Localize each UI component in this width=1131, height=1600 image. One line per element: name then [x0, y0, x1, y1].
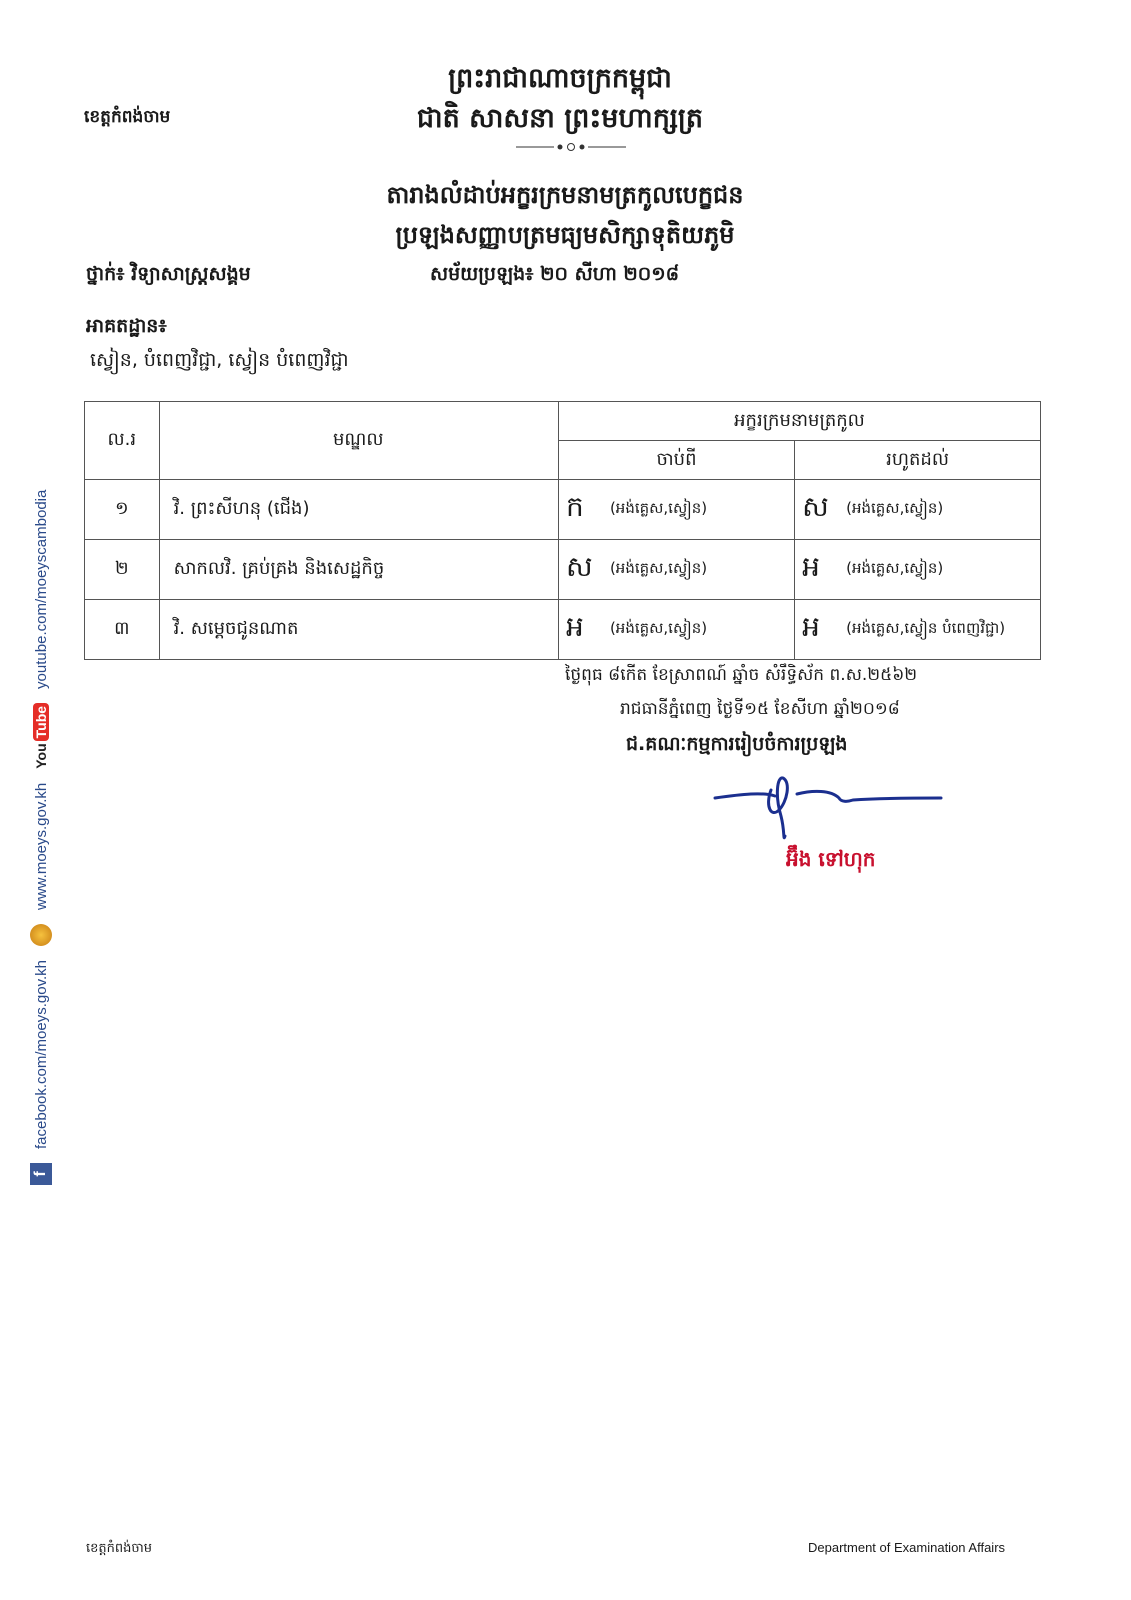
- to-letter: អ: [802, 610, 820, 643]
- facebook-icon: f: [30, 1163, 52, 1185]
- national-motto: ជាតិ សាសនា ព្រះមហាក្សត្រ: [416, 103, 704, 134]
- province-label: ខេត្តកំពង់ចាម: [84, 107, 171, 127]
- ministry-emblem-icon: [30, 924, 52, 946]
- col-header-center: មណ្ឌល: [159, 402, 558, 480]
- signer-title: ជ.គណៈកម្មការរៀបចំការប្រឡង: [626, 733, 848, 755]
- row-center: វិ. សម្តេចជូនណាត: [159, 600, 558, 660]
- class-line: ថ្នាក់៖ វិទ្យាសាស្ត្រសង្គម: [86, 263, 251, 285]
- from-letter: ស: [565, 550, 593, 583]
- sidebar-links: [28, 395, 54, 1185]
- row-number: ១: [85, 480, 160, 540]
- signer-name: អ៊ឹង ទៅហុក: [786, 847, 876, 871]
- youtube-icon: [33, 703, 49, 769]
- signature-icon: [713, 776, 943, 846]
- row-center: សាកលវិ. គ្រប់គ្រង និងសេដ្ឋកិច្ច: [159, 540, 558, 600]
- to-letter: អ: [802, 550, 820, 583]
- table-row: [85, 480, 1041, 540]
- to-note: (អង់គ្លេស,ស្វៀន): [846, 558, 944, 577]
- to-letter: ស: [802, 490, 829, 523]
- exam-center-heading: អាគតដ្ឋាន៖: [86, 315, 167, 337]
- exam-center-value: ស្វៀន, បំពេញវិជ្ជា, ស្វៀន បំពេញវិជ្ជា: [90, 349, 349, 371]
- ornament-divider-icon: [516, 140, 626, 154]
- col-header-from: ចាប់ពី: [558, 441, 794, 480]
- col-header-to: រហូតដល់: [795, 441, 1041, 480]
- row-center: វិ. ព្រះសីហនុ (ជើង): [159, 480, 558, 540]
- document-subtitle: ប្រឡងសញ្ញាបត្រមធ្យមសិក្សាទុតិយភូមិ: [395, 221, 735, 249]
- document-title: តារាងលំដាប់អក្ខរក្រមនាមត្រកូលបេក្ខជន: [386, 181, 744, 209]
- youtube-logo-you: You: [33, 743, 49, 769]
- allocation-table: [84, 401, 1041, 660]
- from-note: (អង់គ្លេស,ស្វៀន): [609, 558, 708, 577]
- youtube-link[interactable]: youtube.com/moeyscambodia: [32, 489, 50, 689]
- youtube-logo-tube: Tube: [33, 703, 49, 741]
- row-number: ២: [85, 540, 160, 600]
- footer-province: ខេត្តកំពង់ចាម: [86, 1541, 153, 1556]
- session-line: សម័យប្រឡង៖ ២០ សីហា ២០១៨: [430, 263, 680, 285]
- from-letter: ក: [565, 490, 584, 523]
- kingdom-title: ព្រះរាជាណាចក្រកម្ពុជា: [448, 63, 672, 94]
- to-note: (អង់គ្លេស,ស្វៀន បំពេញវិជ្ជា): [846, 618, 1006, 637]
- col-header-no: ល.រ: [85, 402, 160, 480]
- from-letter: អ: [565, 610, 584, 643]
- facebook-link[interactable]: facebook.com/moeys.gov.kh: [32, 960, 50, 1149]
- row-number: ៣: [85, 600, 160, 660]
- from-note: (អង់គ្លេស,ស្វៀន): [609, 498, 708, 517]
- col-header-alphabet: អក្ខរក្រមនាមត្រកូល: [558, 402, 1040, 441]
- website-link[interactable]: www.moeys.gov.kh: [32, 782, 50, 911]
- to-note: (អង់គ្លេស,ស្វៀន): [846, 498, 944, 517]
- table-row: [85, 600, 1041, 660]
- table-row: [85, 540, 1041, 600]
- footer-department: Department of Examination Affairs: [808, 1540, 1006, 1555]
- gregorian-date: រាជធានីភ្នំពេញ ថ្ងៃទី១៥ ខែសីហា ឆ្នាំ២០១៨: [620, 699, 900, 719]
- from-note: (អង់គ្លេស,ស្វៀន): [609, 618, 708, 637]
- lunar-date: ថ្ងៃពុធ ៨កើត ខែស្រាពណ៍ ឆ្នាំច សំរឹទ្ធិស័ក ព.ស.២៥៦២: [565, 665, 918, 685]
